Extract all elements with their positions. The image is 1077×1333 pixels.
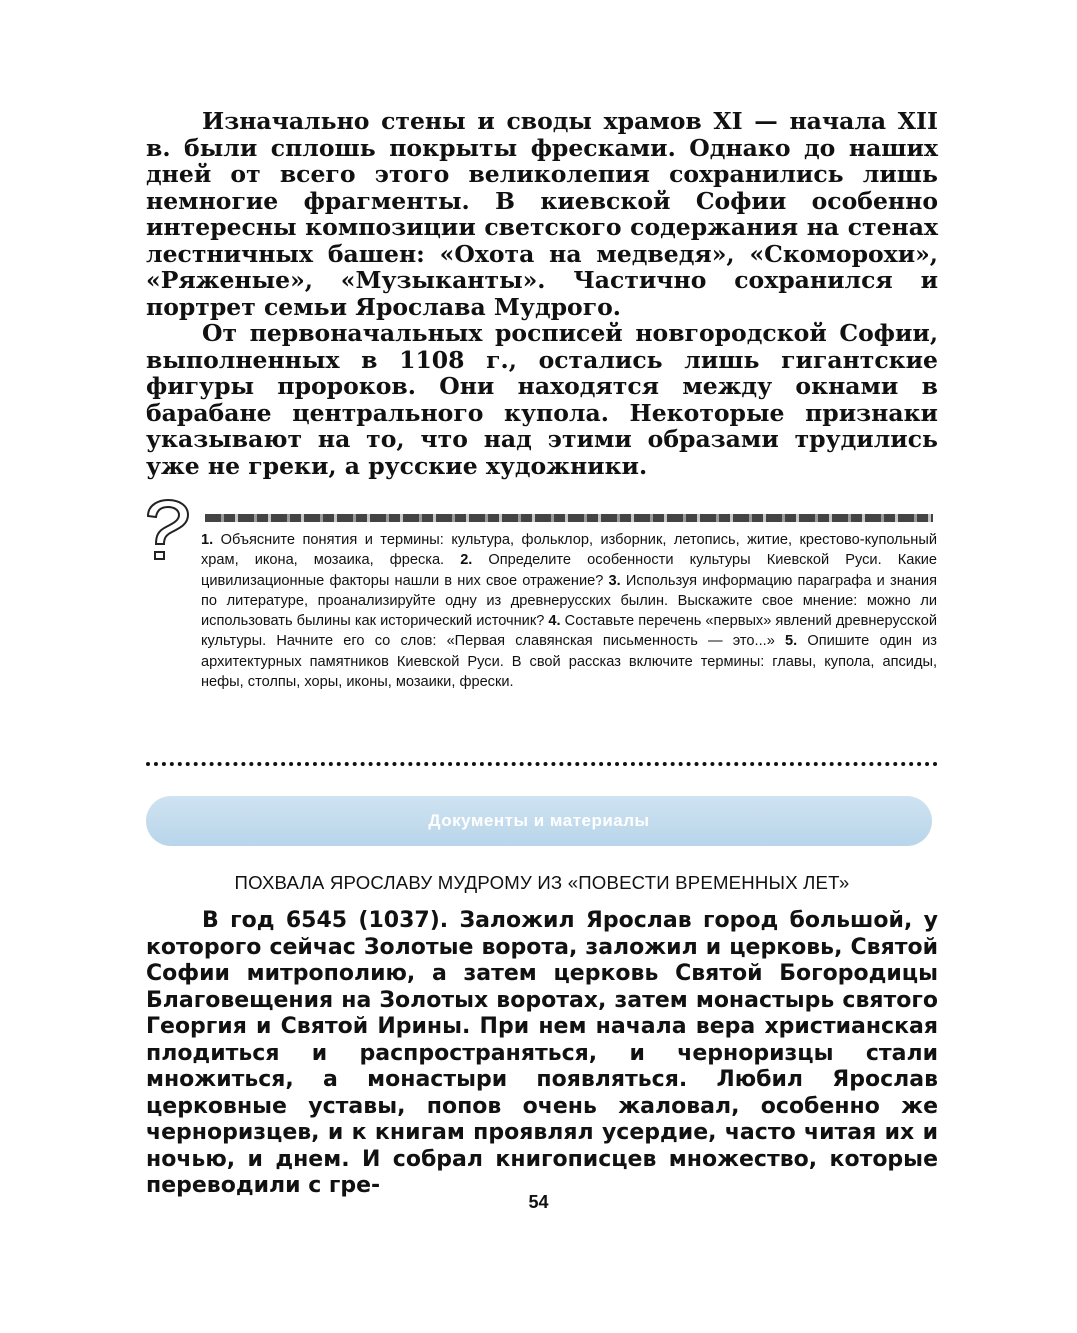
questions-block (201, 530, 937, 692)
paragraph-novgorod-sofia: От первоначальных росписей новгородской Софии, выполненных в 1108 г., остались лишь гигантские фигуры пророков. Они находятся между окнами в барабане центрального купола. Некоторые признаки указывают на то, что над этими образами трудились уже не греки, а русские художники. (146, 319, 938, 480)
question-4-number: 4. (548, 613, 561, 630)
paragraph-frescoes: Изначально стены и своды храмов XI — начала XII в. были сплошь покрыты фресками. Однако до наших дней от всего этого великолепия сохранились лишь немногие фрагменты. В киевской Софии особенно интересны композиции светского содержания на стенах лестничных башен: «Охота на медведя», «Скоморохи», «Ряженые», «Музыканты». Частично сохранился и портрет семьи Ярослава Мудрого. (146, 107, 938, 321)
question-4-text: Составьте перечень «первых» явлений древнерусской культуры. Начните его со слов: «Первая славянская письменность — это...» (201, 613, 938, 650)
question-2-number: 2. (460, 552, 473, 569)
question-5-number: 5. (785, 633, 798, 650)
question-2-text: Определите особенности культуры Киевской Руси. Какие цивилизационные факторы нашли в них свое отражение? (201, 552, 937, 589)
question-1-text: Объясните понятия и термины: культура, фольклор, изборник, летопись, житие, крестово-купольный храм, икона, мозаика, фреска. (201, 532, 937, 569)
questions-header-rule (205, 514, 933, 522)
page-number: 54 (528, 1192, 549, 1212)
main-text (146, 108, 938, 479)
question-5-text: Опишите один из архитектурных памятников Киевской Руси. В свой рассказ включите термины: главы, купола, апсиды, нефы, столпы, хоры, иконы, мозаики, фрески. (201, 633, 937, 691)
question-1-number: 1. (201, 532, 214, 548)
document-heading: ПОХВАЛА ЯРОСЛАВУ МУДРОМУ ИЗ «ПОВЕСТИ ВРЕМЕННЫХ ЛЕТ» (234, 872, 850, 893)
document-paragraph: В год 6545 (1037). Заложил Ярослав город большой, у которого сейчас Золотые ворота, заложил и церковь, Святой Софии митрополию, а затем церковь Святой Богородицы Благовещения на Золотых воротах, затем монастырь святого Георгия и Святой Ирины. При нем начала вера христианская плодиться и распространяться, и черноризцы стали множиться, а монастыри появляться. Любил Ярослав церковные уставы, попов очень жаловал, особенно же черноризцев, и к книгам проявлял усердие, часто читая их и ночью, и днем. И собрал книгописцев множество, которые переводили с гре- (146, 908, 938, 1198)
document-text (146, 908, 938, 1200)
documents-banner (146, 796, 932, 846)
question-3-text: Используя информацию параграфа и знания по литературе, проанализируйте одну из древнерусских былин. Выскажите свое мнение: можно ли использовать былины как исторический источник? (201, 572, 937, 630)
question-3-number: 3. (608, 572, 621, 589)
question-mark-icon (142, 498, 192, 568)
dotted-divider (146, 762, 938, 766)
documents-banner-label: Документы и материалы (428, 811, 650, 830)
